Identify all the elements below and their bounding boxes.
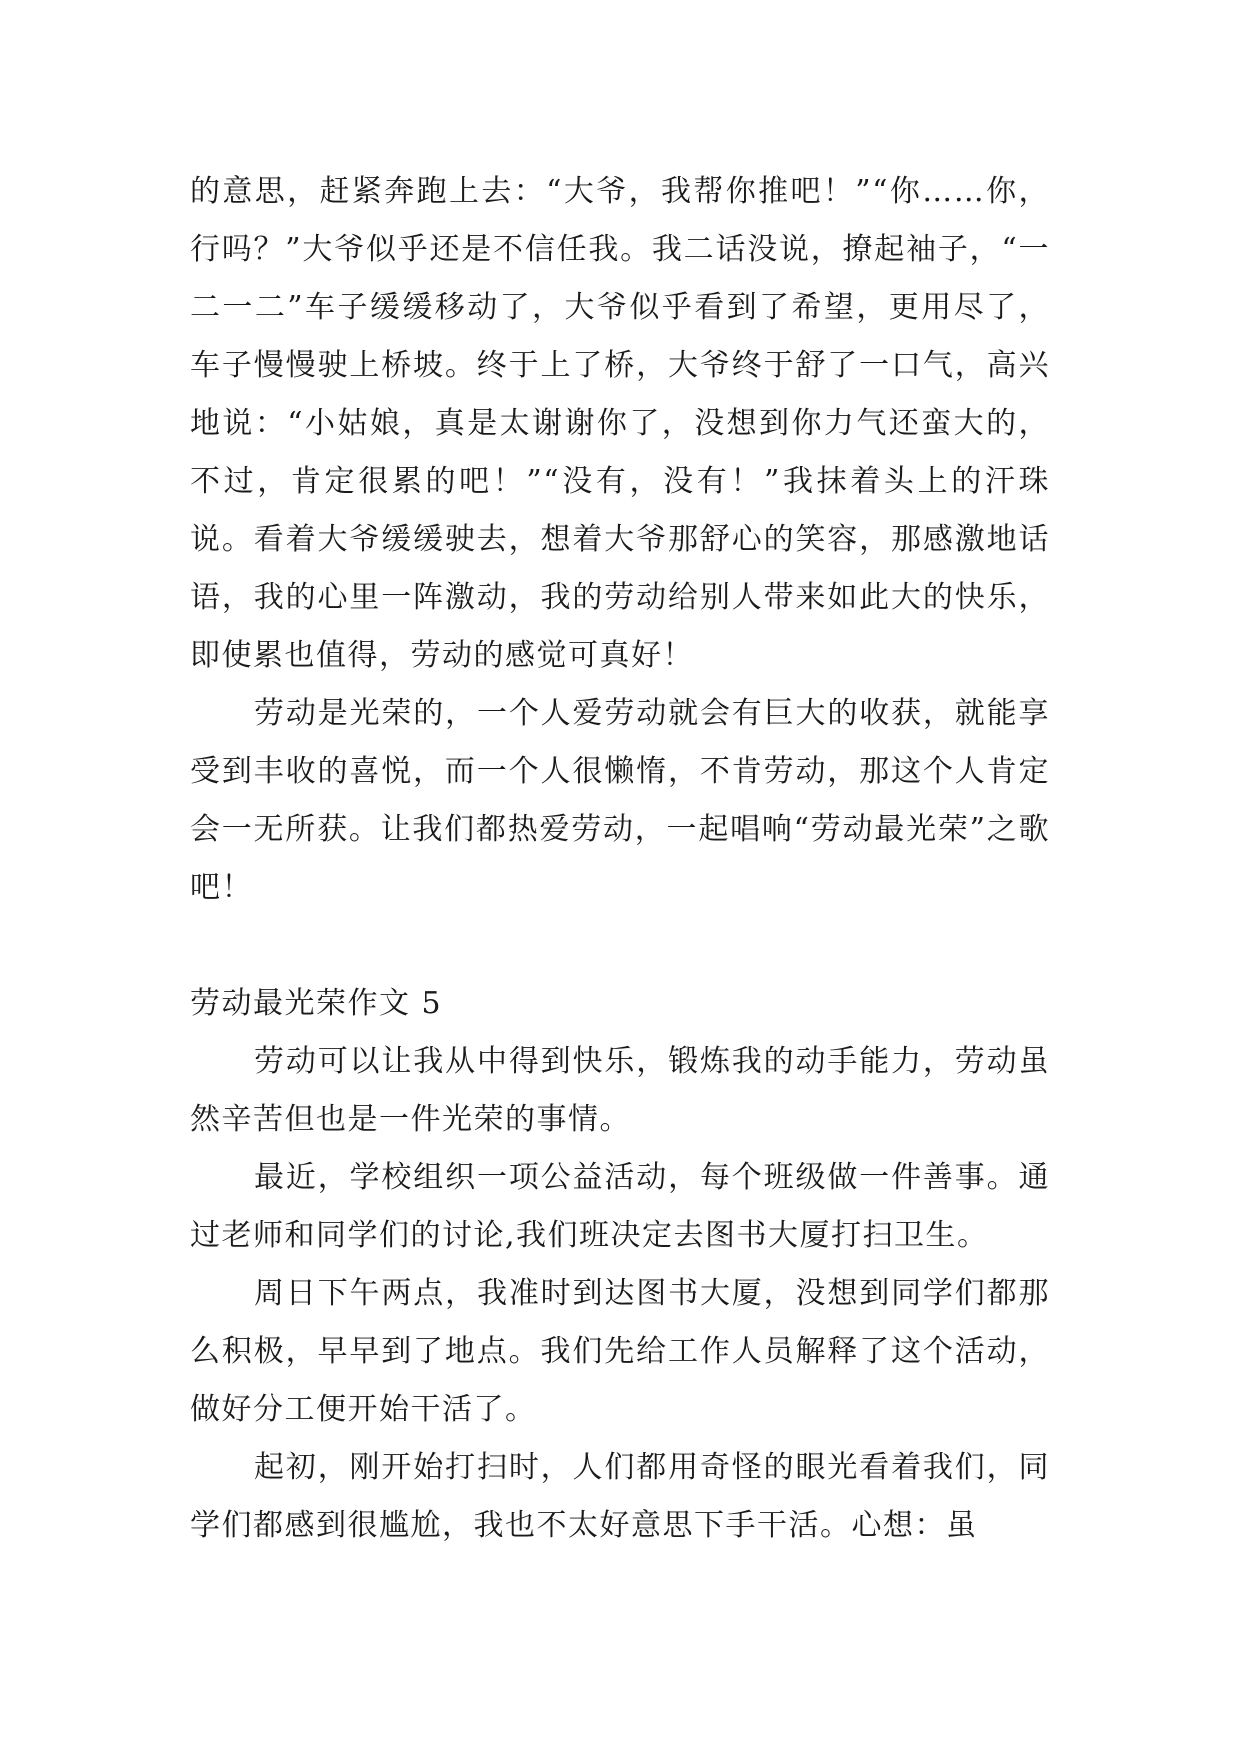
- paragraph-conclusion: 劳动是光荣的，一个人爱劳动就会有巨大的收获，就能享受到丰收的喜悦，而一个人很懒惰，不肯劳动，那这个人肯定会一无所获。让我们都热爱劳动，一起唱响“劳动最光荣”之歌吧！: [190, 696, 1050, 905]
- document-body: [190, 163, 1050, 1555]
- section-title: 劳动最光荣作文 5: [190, 986, 443, 1021]
- paragraph-intro: 劳动可以让我从中得到快乐，锻炼我的动手能力，劳动虽然辛苦但也是一件光荣的事情。: [190, 1044, 1050, 1137]
- paragraph-beginning: 起初，刚开始打扫时，人们都用奇怪的眼光看着我们，同学们都感到很尴尬，我也不太好意思下手干活。心想：虽: [190, 1450, 1050, 1543]
- paragraph-sunday: 周日下午两点，我准时到达图书大厦，没想到同学们都那么积极，早早到了地点。我们先给工作人员解释了这个活动，做好分工便开始干活了。: [190, 1276, 1050, 1427]
- paragraph-activity: 最近，学校组织一项公益活动，每个班级做一件善事。通过老师和同学们的讨论,我们班决定去图书大厦打扫卫生。: [190, 1160, 1050, 1253]
- section-gap: [190, 917, 1050, 975]
- paragraph-continued: 的意思，赶紧奔跑上去：“大爷，我帮你推吧！”“你……你，行吗？”大爷似乎还是不信任我。我二话没说，撩起袖子，“一二一二”车子缓缓移动了，大爷似乎看到了希望，更用尽了，车子慢慢驶上桥坡。终于上了桥，大爷终于舒了一口气，高兴地说：“小姑娘，真是太谢谢你了，没想到你力气还蛮大的，不过，肯定很累的吧！”“没有，没有！”我抹着头上的汗珠说。看着大爷缓缓驶去，想着大爷那舒心的笑容，那感激地话语，我的心里一阵激动，我的劳动给别人带来如此大的快乐，即使累也值得，劳动的感觉可真好！: [190, 174, 1050, 673]
